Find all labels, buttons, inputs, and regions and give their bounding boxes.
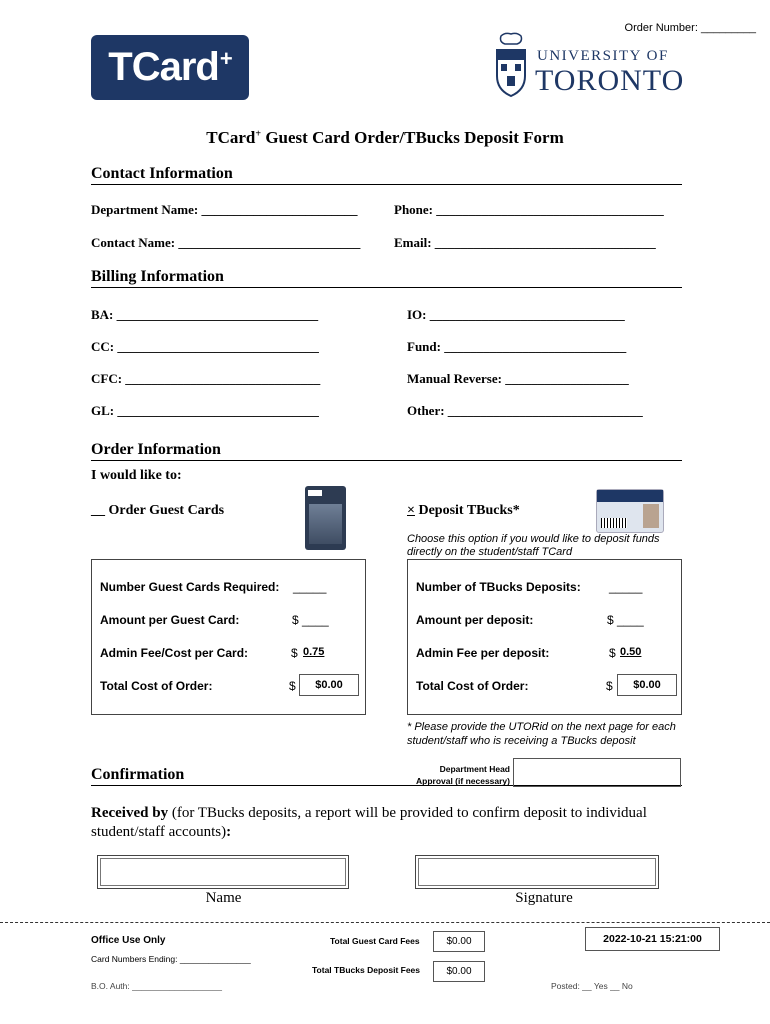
tcard-logo-text: TCard [108, 45, 219, 89]
department-field[interactable]: Department Name: ________________________ [91, 202, 358, 217]
guest-card-image [305, 486, 346, 550]
billing-heading: Billing Information [91, 268, 224, 285]
signature-label: Signature [515, 890, 573, 906]
guest-amount-value[interactable]: $ ____ [292, 613, 329, 627]
contact-name-field[interactable]: Contact Name: ____________________________ [91, 235, 361, 250]
deposit-total-value: $0.00 [617, 674, 677, 696]
guest-admin-label: Admin Fee/Cost per Card: [100, 646, 249, 660]
contact-heading: Contact Information [91, 165, 233, 182]
student-card-image [596, 489, 664, 533]
office-use-title: Office Use Only [91, 935, 166, 946]
guest-fees-value: $0.00 [433, 931, 485, 952]
order-heading: Order Information [91, 441, 221, 458]
deposit-option-label: Deposit TBucks* [414, 503, 520, 518]
order-number: Order Number: _________ [624, 22, 756, 34]
title-rest: Guest Card Order/TBucks Deposit Form [261, 128, 564, 147]
email-field[interactable]: Email: __________________________________ [394, 235, 656, 250]
guest-total-value: $0.00 [299, 674, 359, 696]
tcard-logo [91, 35, 249, 100]
dept-head-label [407, 763, 510, 787]
guest-total-dollar: $ [289, 679, 296, 693]
phone-field[interactable]: Phone: ___________________________________ [394, 202, 664, 217]
posted-field[interactable]: Posted: __ Yes __ No [551, 981, 633, 991]
deposit-total-label: Total Cost of Order: [416, 679, 529, 693]
deposit-admin-dollar: $ [609, 646, 616, 660]
guest-total-label: Total Cost of Order: [100, 679, 213, 693]
cfc-field[interactable]: CFC: ______________________________ [91, 371, 321, 386]
deposit-checked-mark: × [407, 503, 415, 518]
guest-admin-dollar: $ [291, 646, 298, 660]
received-by-text [91, 804, 681, 842]
dept-head-line2: Approval (if necessary) [415, 776, 510, 786]
ba-field[interactable]: BA: _______________________________ [91, 307, 319, 322]
other-field[interactable]: Other: ______________________________ [407, 403, 643, 418]
title-prefix: TCard [206, 128, 256, 147]
university-logo [493, 32, 683, 100]
dept-head-line1: Department Head [439, 764, 510, 774]
deposit-fees-label: Total TBucks Deposit Fees [312, 965, 421, 975]
form-title [0, 128, 770, 148]
deposit-number-label: Number of TBucks Deposits: [416, 580, 581, 594]
deposit-fees-value: $0.00 [433, 961, 485, 982]
cc-field[interactable]: CC: _______________________________ [91, 339, 319, 354]
timestamp: 2022-10-21 15:21:00 [585, 927, 720, 951]
order-guest-cards-option[interactable]: __ Order Guest Cards [91, 503, 225, 518]
deposit-tbucks-option[interactable] [407, 503, 520, 519]
deposit-note: Choose this option if you would like to deposit funds directly on the student/staff TCard [407, 533, 660, 558]
fund-field[interactable]: Fund: ____________________________ [407, 339, 627, 354]
guest-amount-label: Amount per Guest Card: [100, 613, 240, 627]
deposit-amount-label: Amount per deposit: [416, 613, 534, 627]
deposit-number-value[interactable]: _____ [609, 580, 643, 594]
name-field[interactable] [97, 855, 349, 889]
name-label: Name [205, 890, 242, 906]
signature-field[interactable] [415, 855, 659, 889]
deposit-admin-label: Admin Fee per deposit: [416, 646, 550, 660]
guest-admin-value: 0.75 [303, 646, 325, 658]
would-like-label: I would like to: [91, 468, 182, 483]
crest-icon [493, 32, 529, 100]
utorid-note: * Please provide the UTORid on the next page for each student/staff who is receiving a TBucks deposit [407, 721, 676, 747]
card-numbers-field[interactable]: Card Numbers Ending: _______________ [91, 954, 251, 964]
received-by-colon: : [226, 824, 232, 840]
manual-reverse-field[interactable]: Manual Reverse: ___________________ [407, 371, 629, 386]
order-rule [91, 460, 682, 461]
tcard-logo-plus: + [219, 45, 232, 71]
contact-rule [91, 184, 682, 185]
received-by-bold: Received by [91, 805, 169, 821]
received-by-rest: (for TBucks deposits, a report will be provided to confirm deposit to individual student/staff accounts) [91, 805, 647, 840]
io-field[interactable]: IO: ______________________________ [407, 307, 625, 322]
deposit-total-dollar: $ [606, 679, 613, 693]
toronto-text: TORONTO [535, 64, 685, 97]
deposit-amount-value[interactable]: $ ____ [607, 613, 644, 627]
guest-number-value[interactable]: _____ [293, 580, 327, 594]
gl-field[interactable]: GL: _______________________________ [91, 403, 319, 418]
university-of-text: UNIVERSITY OF [537, 48, 669, 64]
bo-auth-field[interactable]: B.O. Auth: ___________________ [91, 981, 222, 991]
guest-fees-label: Total Guest Card Fees [330, 936, 420, 946]
dept-head-approval-field[interactable] [513, 758, 681, 787]
billing-rule [91, 287, 682, 288]
office-divider [0, 922, 770, 923]
title-plus: + [255, 128, 262, 140]
guest-number-label: Number Guest Cards Required: [100, 580, 280, 594]
deposit-admin-value: 0.50 [620, 646, 642, 658]
confirmation-heading: Confirmation [91, 766, 185, 783]
